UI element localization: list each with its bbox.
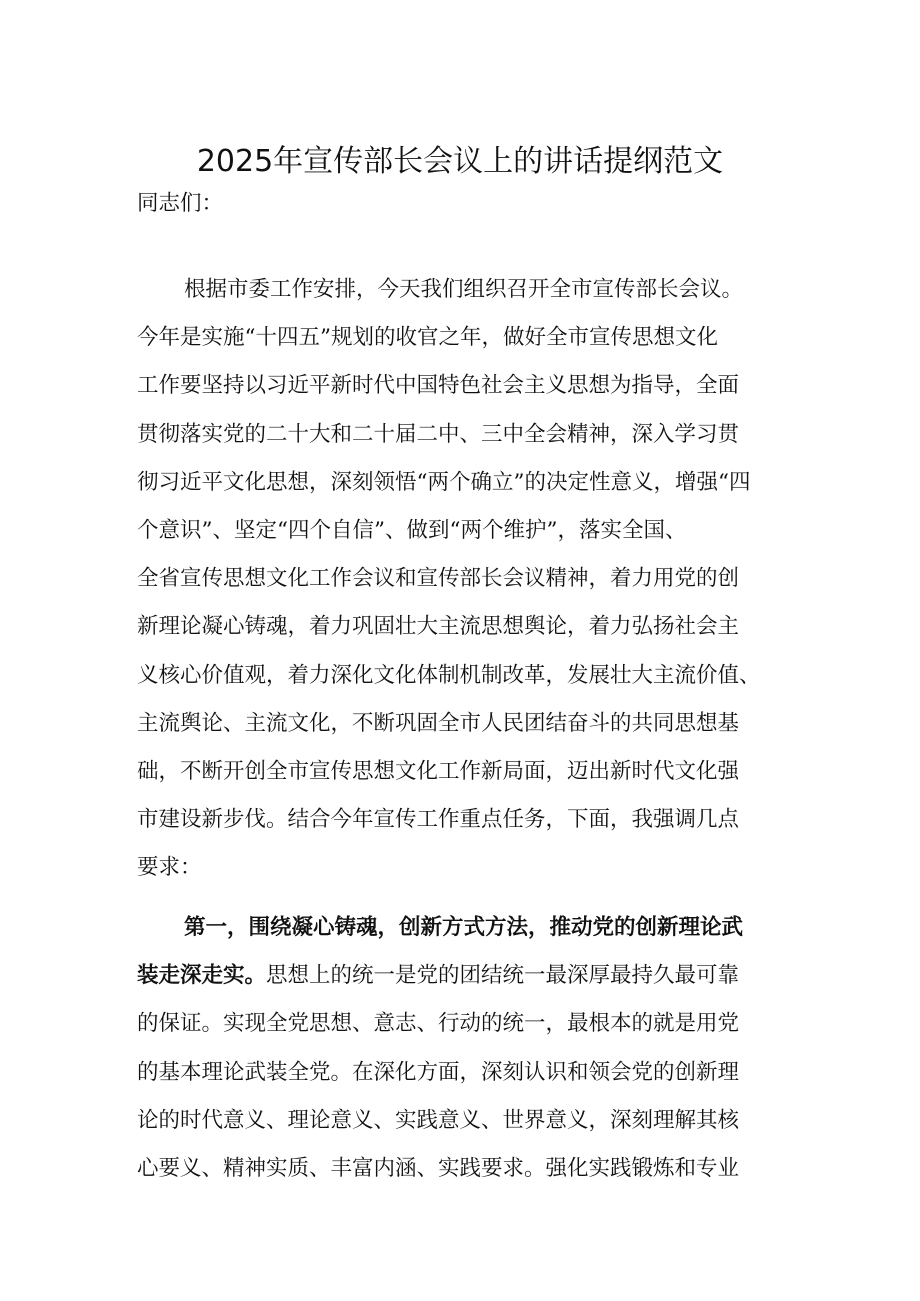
paragraph-line: 要求： xyxy=(137,855,202,881)
paragraph-line: 的保证。实现全党思想、意志、行动的统一，最根本的就是用党 xyxy=(137,1011,740,1037)
paragraph-line: 根据市委工作安排，今天我们组织召开全市宣传部长会议。 xyxy=(184,277,744,302)
paragraph-line: 心要义、精神实质、丰富内涵、实践要求。强化实践锻炼和专业 xyxy=(137,1155,740,1181)
paragraph-line xyxy=(137,952,797,1000)
paragraph-line: 贯彻落实党的二十大和二十届二中、三中全会精神，深入学习贯 xyxy=(137,421,740,447)
section-heading-end: 装走深走实。 xyxy=(137,963,267,989)
paragraph-2 xyxy=(137,904,797,1193)
paragraph-text: 思想上的统一是党的团结统一最深厚最持久最可靠 xyxy=(266,963,740,989)
paragraph-1 xyxy=(137,266,797,892)
paragraph-line: 的基本理论武装全党。在深化方面，深刻认识和领会党的创新理 xyxy=(137,1059,740,1085)
paragraph-line: 新理论凝心铸魂，着力巩固壮大主流思想舆论，着力弘扬社会主 xyxy=(137,614,740,640)
paragraph-line: 主流舆论、主流文化，不断巩固全市人民团结奋斗的共同思想基 xyxy=(137,710,740,736)
paragraph-line: 市建设新步伐。结合今年宣传工作重点任务，下面，我强调几点 xyxy=(137,807,740,833)
paragraph-line: 今年是实施“十四五”规划的收官之年，做好全市宣传思想文化 xyxy=(137,325,718,351)
paragraph-line: 工作要坚持以习近平新时代中国特色社会主义思想为指导，全面 xyxy=(137,373,740,399)
paragraph-line: 全省宣传思想文化工作会议和宣传部长会议精神，着力用党的创 xyxy=(137,566,740,592)
paragraph-line: 彻习近平文化思想，深刻领悟“两个确立”的决定性意义，增强“四 xyxy=(137,469,751,495)
paragraph-line: 义核心价值观，着力深化文化体制机制改革，发展壮大主流价值、 xyxy=(137,662,761,688)
document-title: 2025年宣传部长会议上的讲话提纲范文 xyxy=(196,144,724,179)
paragraph-line: 个意识”、坚定“四个自信”、做到“两个维护”，落实全国、 xyxy=(137,517,687,543)
paragraph-line: 论的时代意义、理论意义、实践意义、世界意义，深刻理解其核 xyxy=(137,1107,740,1133)
section-heading: 第一，围绕凝心铸魂，创新方式方法，推动党的创新理论武 xyxy=(184,915,744,940)
salutation: 同志们： xyxy=(137,191,224,216)
paragraph-line: 础，不断开创全市宣传思想文化工作新局面，迈出新时代文化强 xyxy=(137,758,740,784)
